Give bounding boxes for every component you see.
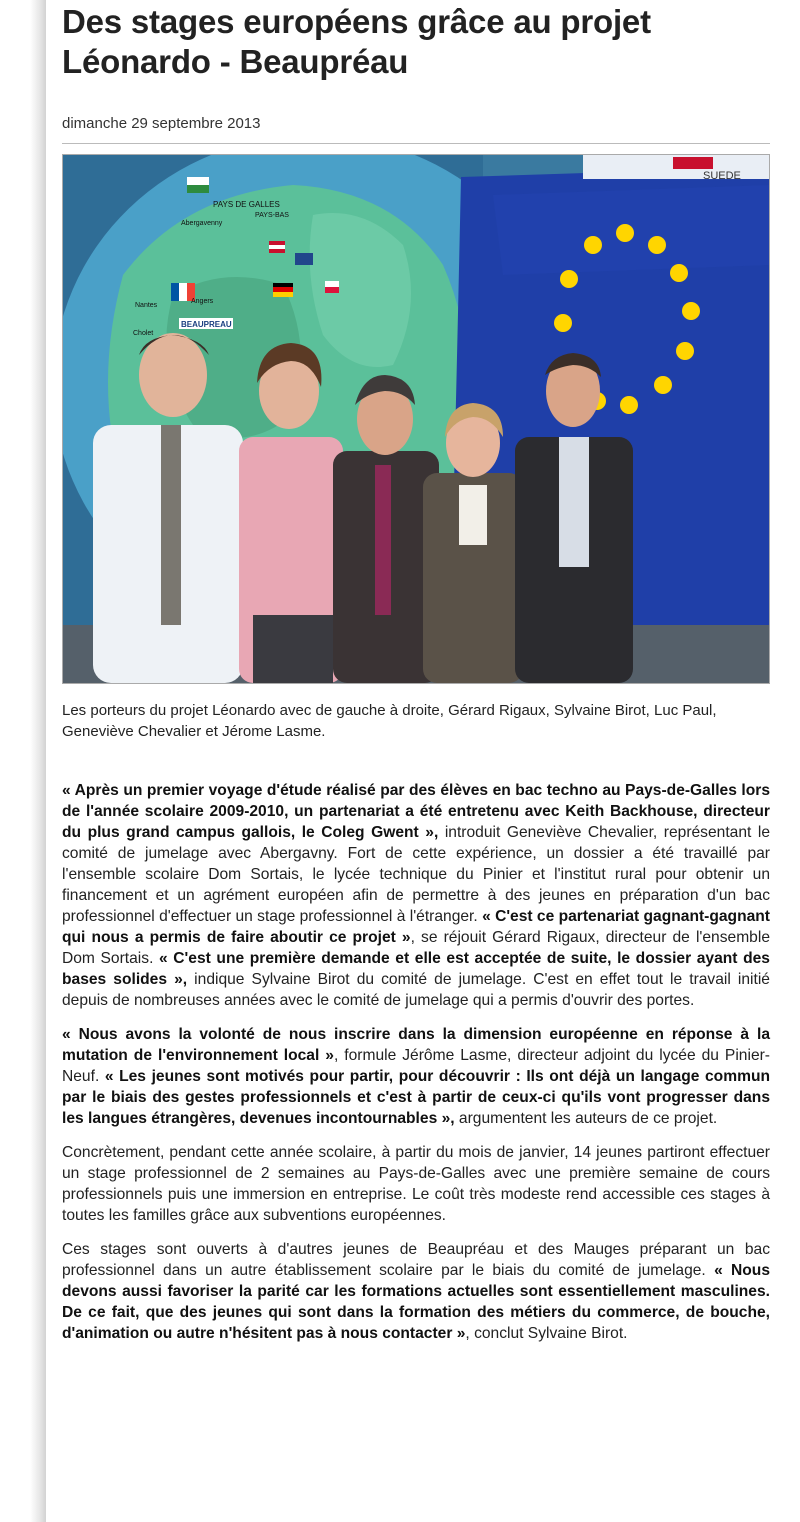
map-label-angers: Angers bbox=[191, 298, 214, 305]
text: indique Sylvaine Birot du comité de jumelage. C'est en effet tout le travail initié depuis de nombreuses années avec le comité de jumelage qui a permis d'ouvrir des portes. bbox=[62, 971, 770, 1009]
text: , formule Jérôme Lasme, directeur adjoint du lycée du Pinier-Neuf. bbox=[62, 1047, 770, 1085]
map-label-paysbas: PAYS-BAS bbox=[255, 212, 289, 219]
quote: « Nous devons aussi favoriser la parité car les formations actuelles sont essentiellement masculines. De ce fait, que des jeunes qui sont dans la formation des métiers du commerce, de bouche, d'animation ou autre n'hésitent pas à nous contacter » bbox=[62, 1262, 771, 1342]
text: introduit Geneviève Chevalier, représentant le comité de jumelage avec Abergavny. Fort de cette expérience, un dossier a été travaillé par l'ensemble scolaire Dom Sortais, le lycée technique du Pinier et l'institut rural pour obtenir un financement et un agrément européen afin de permettre à des jeunes en préparation d'un bac professionnel d'effectuer un stage professionnel à l'étranger. bbox=[62, 824, 770, 925]
quote: « Après un premier voyage d'étude réalisé par des élèves en bac techno au Pays-de-Galles lors de l'année scolaire 2009-2010, un partenariat a été entretenu avec Keith Backhouse, directeur du plus grand campus gallois, le Coleg Gwent », bbox=[62, 782, 770, 841]
quote: « C'est ce partenariat gagnant-gagnant qui nous a permis de faire aboutir ce projet » bbox=[62, 908, 770, 946]
quote: « C'est une première demande et elle est acceptée de suite, le dossier ayant des bases solides », bbox=[62, 950, 770, 988]
photo-caption: Les porteurs du projet Léonardo avec de gauche à droite, Gérard Rigaux, Sylvaine Birot, Luc Paul, Geneviève Chevalier et Jérome Lasme. bbox=[62, 702, 717, 740]
quote: « Les jeunes sont motivés pour partir, pour découvrir : Ils ont déjà un langage commun par le biais des gestes professionnels et c'est à partir de ceux-ci qu'ils vont progresser dans les langues étrangères, devenues incontournables », bbox=[62, 1068, 770, 1127]
quote: « Nous avons la volonté de nous inscrire dans la dimension européenne en réponse à la mutation de l'environnement local » bbox=[62, 1026, 770, 1064]
article-title bbox=[62, 0, 770, 82]
text: , conclut Sylvaine Birot. bbox=[465, 1325, 628, 1342]
map-label-beaupreau: BEAUPREAU bbox=[181, 320, 232, 329]
text: Ces stages sont ouverts à d'autres jeunes de Beaupréau et des Mauges préparant un bac professionnel dans un autre établissement scolaire par le biais du comité de jumelage. bbox=[62, 1241, 770, 1279]
text: , se réjouit Gérard Rigaux, directeur de l'ensemble Dom Sortais. bbox=[62, 929, 770, 967]
map-label-nantes: Nantes bbox=[135, 302, 158, 309]
paragraph-3: Concrètement, pendant cette année scolaire, à partir du mois de janvier, 14 jeunes partiront effectuer un stage professionnel de 2 semaines au Pays-de-Galles avec une première semaine de cours professionnels puis une immersion en entreprise. Le coût très modeste rend accessible ces stages à toutes les familles grâce aux subventions européennes. bbox=[62, 1144, 770, 1224]
paragraph-4 bbox=[62, 1239, 770, 1344]
paragraph-2 bbox=[62, 1024, 770, 1129]
page-left-shadow bbox=[0, 0, 46, 1522]
divider bbox=[62, 143, 770, 144]
text: argumentent les auteurs de ce projet. bbox=[454, 1110, 718, 1127]
photo-illustration bbox=[63, 155, 769, 683]
article bbox=[62, 0, 770, 1357]
paragraph-1 bbox=[62, 780, 770, 1011]
map-label-wales: PAYS DE GALLES bbox=[213, 200, 280, 209]
title-line-1: Des stages européens grâce au projet bbox=[62, 3, 651, 40]
title-line-2: Léonardo - Beaupréau bbox=[62, 43, 409, 80]
banner-label-suede: SUEDE bbox=[703, 170, 741, 182]
map-label-abergavenny: Abergavenny bbox=[181, 220, 223, 227]
article-body bbox=[62, 780, 770, 1344]
map-label-cholet: Cholet bbox=[133, 330, 154, 337]
article-date: dimanche 29 septembre 2013 bbox=[62, 115, 261, 132]
article-photo bbox=[62, 154, 770, 684]
